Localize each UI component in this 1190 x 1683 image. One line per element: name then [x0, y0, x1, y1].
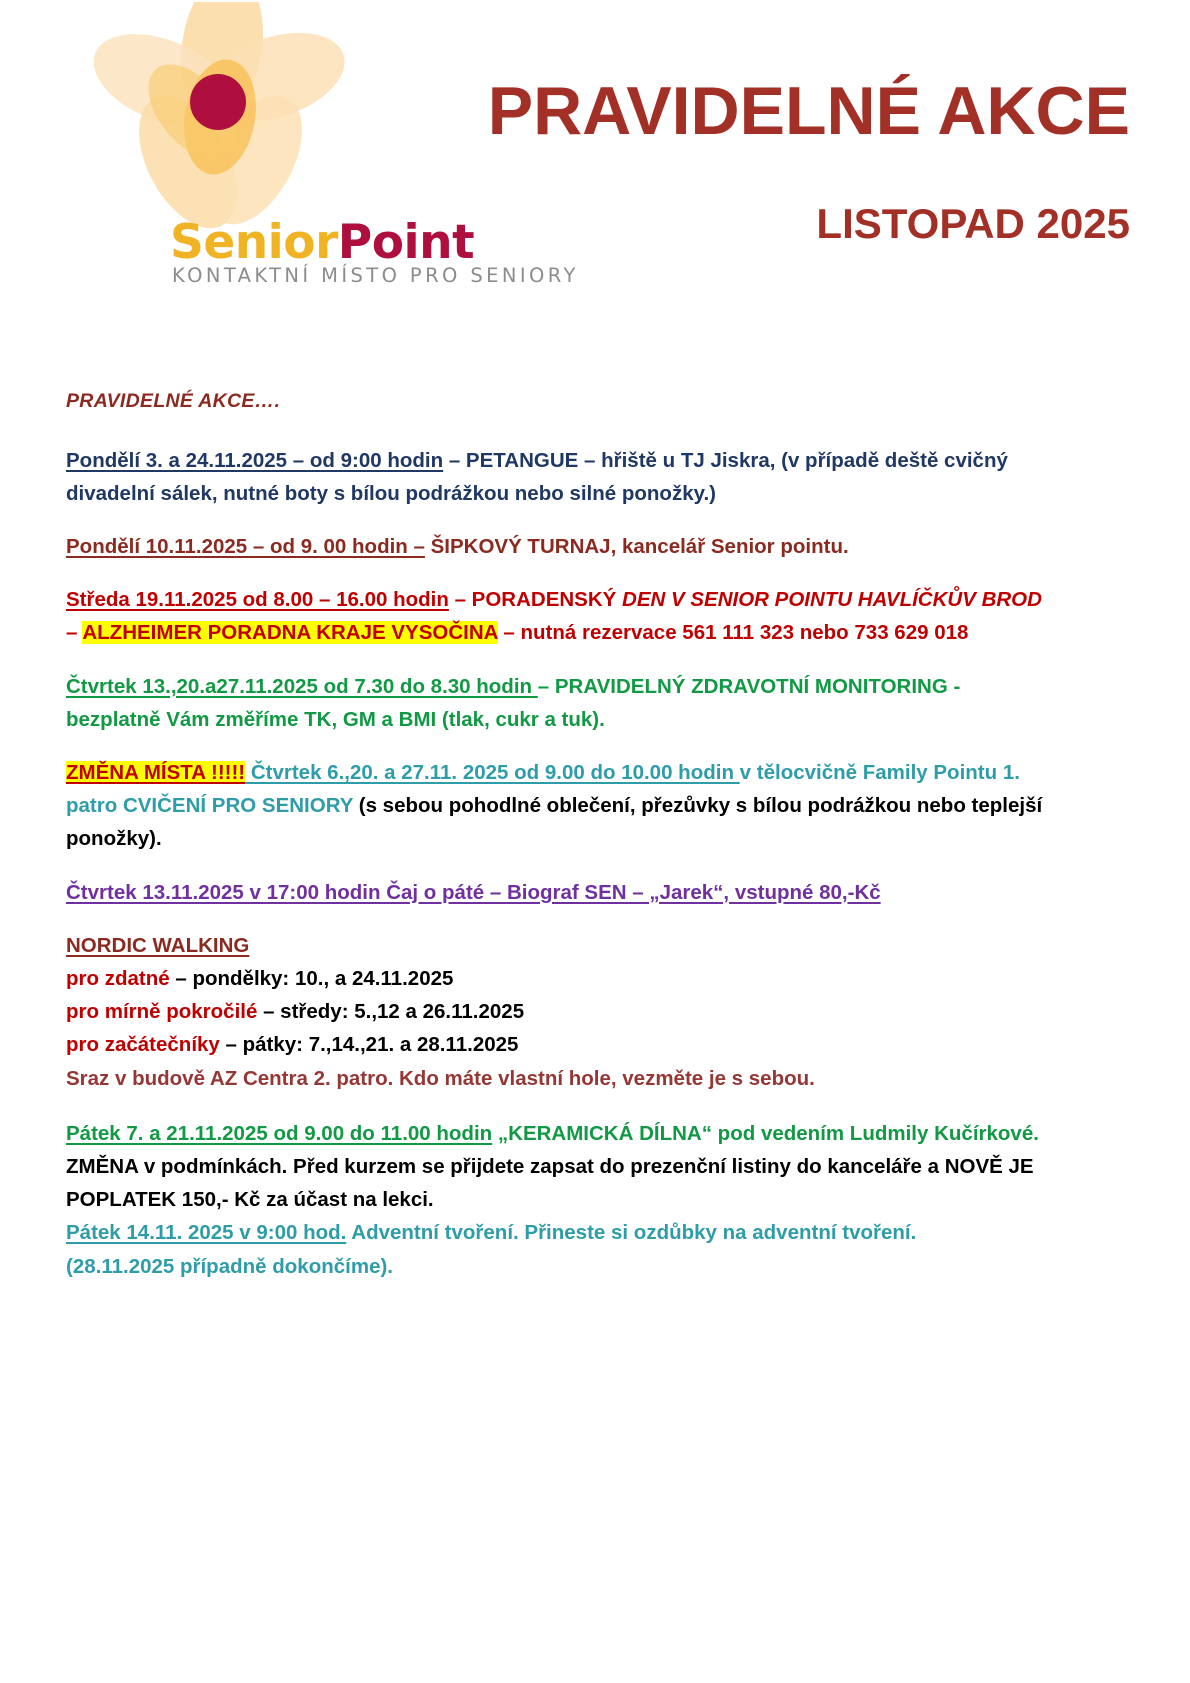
event-adventni-tvoreni-rest: Adventní tvoření. Přineste si ozdůbky na adventní tvoření.	[346, 1221, 917, 1245]
event-poradensky-den-prefix: Středa 19.11.2025 od 8.00 – 16.00 hodin	[66, 588, 449, 612]
event-keramicka-dilna	[66, 1117, 1051, 1217]
section-nordic-walking	[66, 929, 1051, 1095]
event-keramicka-dilna-prefix: Pátek 7. a 21.11.2025 od 9.00 do 11.00 hodin	[66, 1121, 493, 1145]
event-petangue	[66, 444, 1051, 510]
event-caj-o-pate-text: Čtvrtek 13.11.2025 v 17:00 hodin Čaj o páté – Biograf SEN – „Jarek“, vstupné 80,-Kč	[66, 880, 881, 904]
nordic-level-dates: – středy: 5.,12 a 26.11.2025	[257, 1000, 525, 1024]
event-adventni-tvoreni-prefix: Pátek 14.11. 2025 v 9:00 hod.	[66, 1221, 347, 1245]
event-poradensky-den	[66, 583, 1051, 649]
event-cviceni-change-badge: ZMĚNA MÍSTA !!!!!	[66, 761, 246, 784]
event-sipkovy-turnaj	[66, 530, 1051, 563]
document-body	[66, 386, 1051, 1283]
flower-logo-icon	[70, 2, 360, 237]
logo-wordmark-point: Point	[337, 215, 475, 270]
nordic-walking-note: Sraz v budově AZ Centra 2. patro. Kdo máte vlastní hole, vezměte je s sebou.	[66, 1066, 815, 1090]
event-zdravotni-monitoring-prefix: Čtvrtek 13.,20.a27.11.2025 od 7.30 do 8.30 hodin	[66, 674, 538, 698]
event-adventni-tvoreni	[66, 1216, 1051, 1249]
event-keramicka-dilna-lead: „KERAMICKÁ DÍLNA“ pod vedením Ludmily Kučírkové.	[492, 1121, 1039, 1145]
nordic-walking-row	[66, 962, 1051, 995]
event-cviceni-mid: v tělocvičně Family Pointu 1. patro CVIČENÍ PRO SENIORY	[66, 761, 1020, 818]
event-petangue-rest: – PETANGUE – hřiště u TJ Jiskra, (v případě deště cvičný divadelní sálek, nutné boty s bílou podrážkou nebo silné ponožky.)	[66, 448, 1008, 505]
event-cviceni-pro-seniory	[66, 756, 1051, 856]
logo-wordmark	[170, 215, 474, 270]
event-sipkovy-turnaj-prefix: Pondělí 10.11.2025 – od 9. 00 hodin –	[66, 534, 425, 558]
nordic-walking-row	[66, 995, 1051, 1028]
nordic-level-label: pro zdatné	[66, 967, 170, 991]
nordic-level-dates: – pátky: 7.,14.,21. a 28.11.2025	[219, 1033, 519, 1057]
event-adventni-tvoreni-note: (28.11.2025 případně dokončíme).	[66, 1254, 393, 1278]
nordic-walking-heading: NORDIC WALKING	[66, 933, 250, 957]
event-poradensky-den-location: DEN V SENIOR POINTU HAVLÍČKŮV BROD	[622, 588, 1042, 612]
section-keramicka-dilna	[66, 1117, 1051, 1283]
event-zdravotni-monitoring-rest: – PRAVIDELNÝ ZDRAVOTNÍ MONITORING - bezplatně Vám změříme TK, GM a BMI (tlak, cukr a tuk).	[66, 674, 961, 731]
event-sipkovy-turnaj-rest: ŠIPKOVÝ TURNAJ, kancelář Senior pointu.	[424, 534, 849, 558]
event-petangue-prefix: Pondělí 3. a 24.11.2025 – od 9:00 hodin	[66, 448, 444, 472]
event-poradensky-den-plain3: – nutná rezervace 561 111 323 nebo 733 629 018	[497, 621, 969, 645]
seniorpoint-logo	[60, 2, 579, 302]
event-poradensky-den-plain2: –	[66, 621, 83, 645]
nordic-walking-row	[66, 1028, 1051, 1061]
event-caj-o-pate	[66, 876, 1051, 909]
nordic-level-label: pro mírně pokročilé	[66, 1000, 258, 1024]
nordic-level-dates: – pondělky: 10., a 24.11.2025	[169, 967, 454, 991]
nordic-walking-list	[66, 962, 1051, 1095]
event-keramicka-dilna-conditions: ZMĚNA v podmínkách. Před kurzem se přijdete zapsat do prezenční listiny do kanceláře a NOVĚ JE POPLATEK 150,- Kč za účast na lekci.	[66, 1155, 1034, 1212]
logo-tagline: KONTAKTNÍ MÍSTO PRO SENIORY	[172, 264, 579, 287]
page-header	[0, 0, 1190, 310]
logo-wordmark-senior: Senior	[170, 215, 338, 270]
event-poradensky-den-plain1: – PORADENSKÝ	[448, 588, 623, 612]
event-cviceni-prefix: Čtvrtek 6.,20. a 27.11. 2025 od 9.00 do 10.00 hodin	[245, 761, 740, 784]
page-subtitle: LISTOPAD 2025	[816, 200, 1130, 247]
event-zdravotni-monitoring	[66, 670, 1051, 736]
nordic-level-label: pro začátečníky	[66, 1033, 220, 1057]
event-poradensky-den-highlight: ALZHEIMER PORADNA KRAJE VYSOČINA	[82, 621, 498, 645]
page-title: PRAVIDELNÉ AKCE	[487, 73, 1130, 149]
event-cviceni-tail: (s sebou pohodlné oblečení, přezůvky s bílou podrážkou nebo teplejší ponožky).	[66, 794, 1043, 851]
intro-line: PRAVIDELNÉ AKCE….	[66, 390, 281, 412]
